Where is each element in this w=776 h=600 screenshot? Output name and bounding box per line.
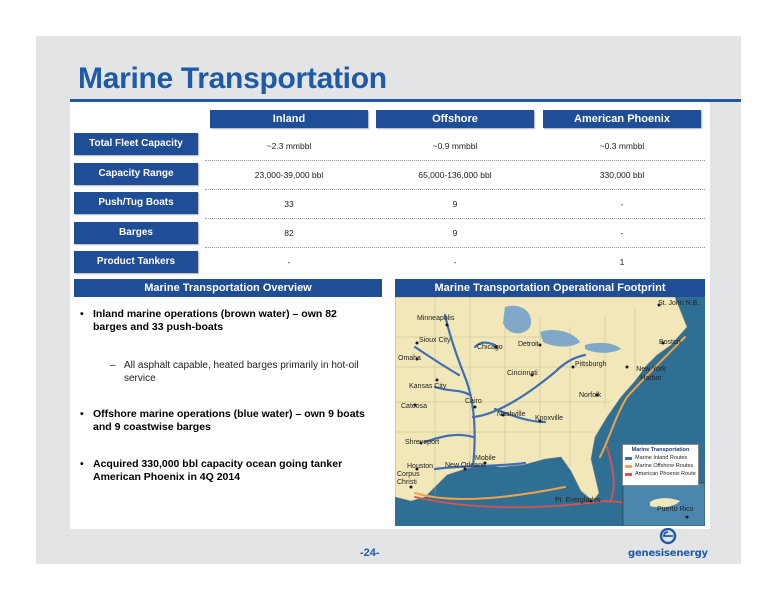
map-label-nashville: Nashville bbox=[497, 411, 526, 418]
map-label-new-orleans: New Orleans bbox=[445, 462, 486, 469]
legend-swatch-inland bbox=[625, 457, 632, 460]
row-header-push-tug-boats: Push/Tug Boats bbox=[74, 192, 198, 214]
table-cell: - bbox=[453, 257, 457, 267]
legend-swatch-american-phoenix bbox=[625, 473, 632, 476]
overview-heading: Marine Transportation Overview bbox=[74, 279, 382, 297]
map-label-new-york-harbor: New York Harbor bbox=[636, 366, 666, 382]
page-title: Marine Transportation bbox=[78, 62, 387, 95]
table-cell: ~0.3 mmbbl bbox=[599, 141, 645, 151]
legend-label: Marine Inland Routes bbox=[635, 455, 688, 461]
map-label-catoosa: Catoosa bbox=[401, 403, 428, 410]
row-divider bbox=[205, 160, 705, 161]
map-label-corpus-christi: Corpus Christi bbox=[397, 471, 420, 486]
table-cell: 33 bbox=[284, 199, 294, 209]
map-label-sioux-city: Sioux City bbox=[419, 337, 451, 344]
table-cell: 9 bbox=[452, 228, 458, 238]
map-label-puerto-rico: Puerto Rico bbox=[657, 506, 694, 513]
legend-item bbox=[625, 471, 698, 477]
table-cell: ~2.3 mmbbl bbox=[266, 141, 312, 151]
table-cell: ~0.9 mmbbl bbox=[432, 141, 478, 151]
row-divider bbox=[205, 218, 705, 219]
map-label-kansas-city: Kansas City bbox=[409, 383, 447, 390]
map-label-chicago: Chicago bbox=[477, 344, 503, 351]
column-header-american-phoenix: American Phoenix bbox=[543, 110, 701, 128]
table-cell: - bbox=[620, 228, 624, 238]
legend-swatch-offshore bbox=[625, 465, 632, 468]
map-label-shreveport: Shreveport bbox=[405, 439, 440, 446]
row-header-barges: Barges bbox=[74, 222, 198, 244]
map-label-cairo: Cairo bbox=[465, 398, 482, 405]
page-number: -24- bbox=[360, 547, 380, 559]
row-header-product-tankers: Product Tankers bbox=[74, 251, 198, 273]
table-cell: 82 bbox=[284, 228, 294, 238]
map-label-knoxville: Knoxville bbox=[535, 415, 564, 422]
operational-footprint-map bbox=[395, 297, 705, 526]
table-cell: - bbox=[287, 257, 291, 267]
table-cell: 1 bbox=[619, 257, 625, 267]
bullet-text: Inland marine operations (brown water) – own 82 barges and 33 push-boats bbox=[93, 308, 337, 333]
legend-label: Marine Offshore Routes bbox=[635, 463, 694, 469]
map-label-omaha: Omaha bbox=[398, 355, 421, 362]
map-label-norfolk: Norfolk bbox=[579, 392, 602, 399]
sub-bullet-text: All asphalt capable, heated barges primarily in hot-oil service bbox=[124, 360, 359, 384]
map-label-cincinnati: Cincinnati bbox=[507, 370, 538, 377]
logo-wordmark: genesisenergy bbox=[628, 548, 708, 559]
map-label-detroit: Detroit bbox=[518, 341, 539, 348]
map-label-houston: Houston bbox=[407, 463, 434, 470]
legend-item bbox=[625, 455, 698, 461]
bullet-dot: • bbox=[80, 308, 84, 320]
bullet-dot: • bbox=[80, 458, 84, 470]
map-label-st-john: St. John N.B. bbox=[658, 300, 700, 307]
table-cell: 23,000-39,000 bbl bbox=[254, 170, 324, 180]
map-label-minneapolis: Minneapolis bbox=[417, 315, 455, 322]
bullet-text: Offshore marine operations (blue water) – own 9 boats and 9 coastwise barges bbox=[93, 408, 365, 433]
map-graphic bbox=[395, 297, 705, 526]
row-header-total-fleet-capacity: Total Fleet Capacity bbox=[74, 133, 198, 155]
column-header-inland: Inland bbox=[210, 110, 368, 128]
table-cell: 65,000-136,000 bbl bbox=[418, 170, 492, 180]
table-cell: 330,000 bbl bbox=[599, 170, 645, 180]
row-header-capacity-range: Capacity Range bbox=[74, 163, 198, 185]
bullet-dot: • bbox=[80, 408, 84, 420]
row-divider bbox=[205, 247, 705, 248]
table-cell: 9 bbox=[452, 199, 458, 209]
map-label-boston: Boston bbox=[659, 339, 681, 346]
column-header-offshore: Offshore bbox=[376, 110, 534, 128]
footprint-heading: Marine Transportation Operational Footprint bbox=[395, 279, 705, 297]
map-label-pittsburgh: Pittsburgh bbox=[575, 361, 607, 368]
map-label-mobile: Mobile bbox=[475, 455, 496, 462]
map-legend bbox=[622, 444, 699, 486]
sub-bullet-dash: – bbox=[110, 360, 116, 371]
legend-label: American Phoenix Route bbox=[635, 471, 696, 477]
map-label-pt-everglades: Pt. Everglades bbox=[555, 497, 601, 504]
row-divider bbox=[205, 189, 705, 190]
table-cell: - bbox=[620, 199, 624, 209]
bullet-text: Acquired 330,000 bbl capacity ocean going tanker American Phoenix in 4Q 2014 bbox=[93, 458, 343, 483]
legend-item bbox=[625, 463, 698, 469]
legend-title: Marine Transportation bbox=[631, 447, 690, 453]
